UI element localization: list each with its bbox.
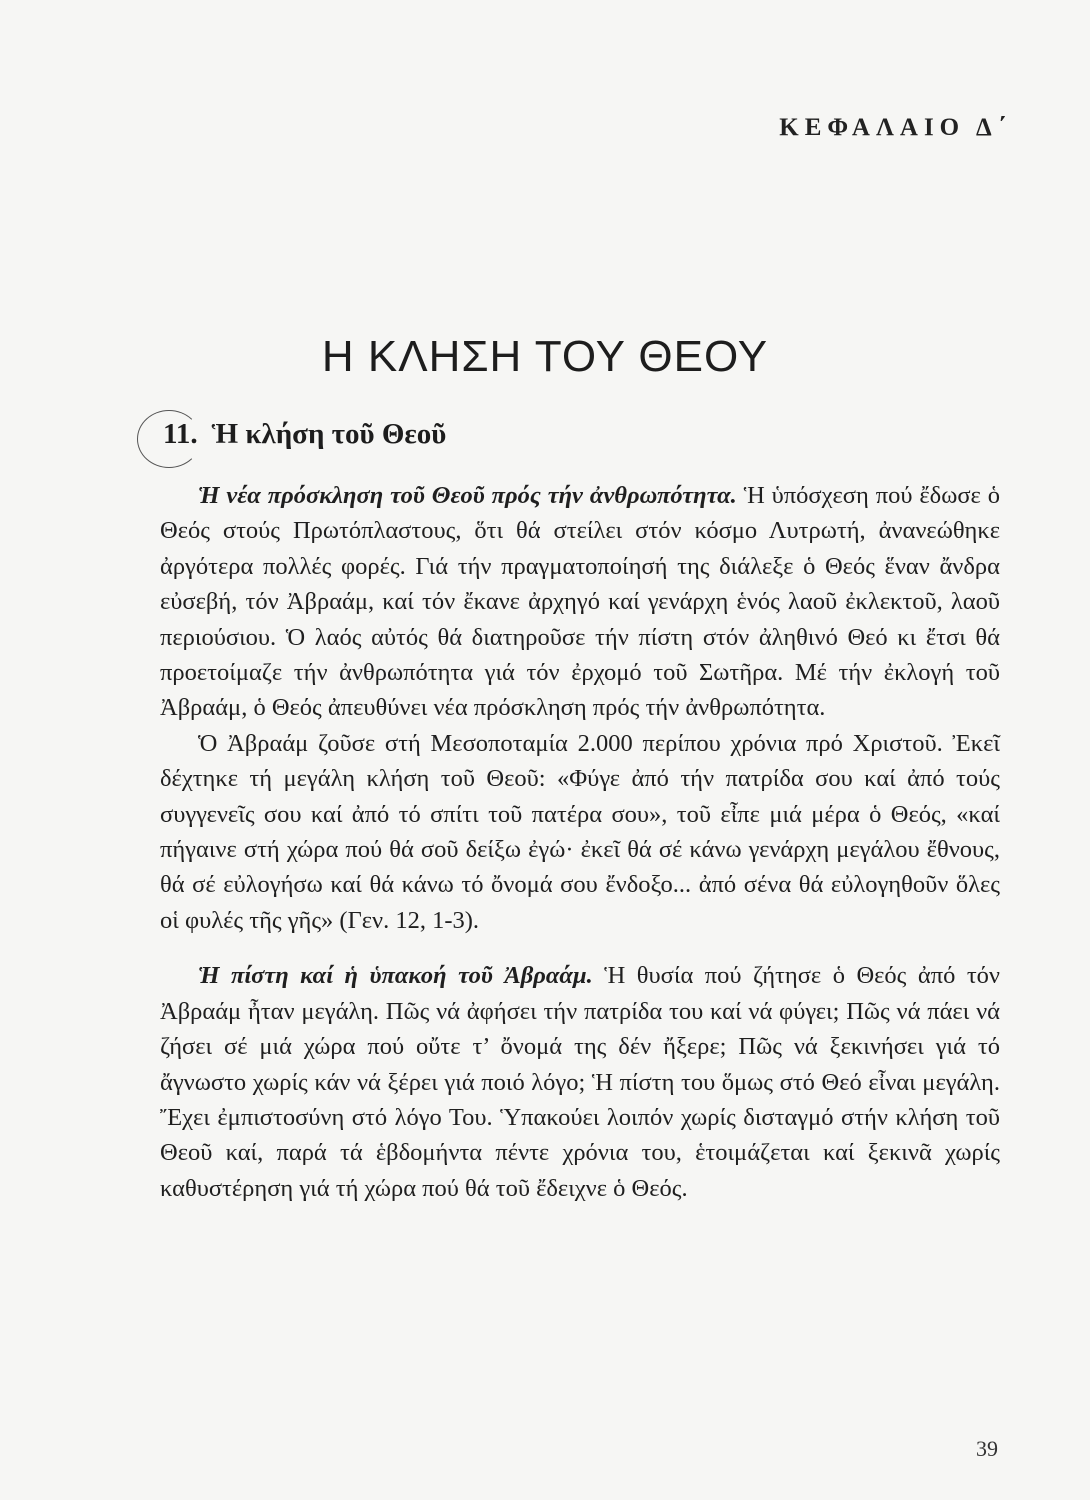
paragraph-3 <box>160 958 1000 1206</box>
handwritten-circle-mark <box>137 410 201 468</box>
section-number: 11. <box>163 418 198 450</box>
paragraph-3-text: Ἡ θυσία πού ζήτησε ὁ Θεός ἀπό τόν Ἀβραάμ ἦταν μεγάλη. Πῶς νά ἀφήσει τήν πατρίδα του καί νά φύγει; Πῶς νά πάει νά ζήσει σέ μιά χώρα πού οὔτε τ’ ὄνομά της δέν ἤξερε; Πῶς νά ξεκινήσει γιά τό ἄγνωστο χωρίς κάν νά ξέρει γιά ποιό λόγο; Ἡ πίστη του ὅμως στό Θεό εἶναι μεγάλη. Ἔχει ἐμπιστοσύνη στό λόγο Του. Ὑπακούει λοιπόν χωρίς δισταγμό στήν κλήση τοῦ Θεοῦ καί, παρά τά ἑβδομήντα πέντε χρόνια του, ἑτοιμάζεται καί ξεκινᾶ χωρίς καθυστέρηση γιά τή χώρα πού θά τοῦ ἔδειχνε ὁ Θεός. <box>160 962 1000 1202</box>
body-text <box>160 478 1000 1206</box>
paragraph-2 <box>160 726 1000 938</box>
paragraph-3-heading: Ἡ πίστη καί ἡ ὑπακοή τοῦ Ἀβραάμ. <box>198 962 593 990</box>
paragraph-1 <box>160 478 1000 726</box>
section-title: Ἡ κλήση τοῦ Θεοῦ <box>211 418 447 450</box>
chapter-label: ΚΕΦΑΛΑΙΟ Δ΄ <box>779 114 1012 141</box>
section-heading <box>163 418 446 451</box>
page-number: 39 <box>976 1436 998 1461</box>
chapter-title: Η ΚΛΗΣΗ ΤΟΥ ΘΕΟΥ <box>321 332 769 381</box>
paragraph-2-text: Ὁ Ἀβραάμ ζοῦσε στή Μεσοποταμία 2.000 περίπου χρόνια πρό Χριστοῦ. Ἐκεῖ δέχτηκε τή μεγάλη κλήση τοῦ Θεοῦ: «Φύγε ἀπό τήν πατρίδα σου καί ἀπό τούς συγγενεῖς σου καί ἀπό τό σπίτι τοῦ πατέρα σου», τοῦ εἶπε μιά μέρα ὁ Θεός, «καί πήγαινε στή χώρα πού θά σοῦ δείξω ἐγώ· ἐκεῖ θά σέ κάνω γενάρχη μεγάλου ἔθνους, θά σέ εὐλογήσω καί θά κάνω τό ὄνομά σου ἔνδοξο... ἀπό σένα θά εὐλογηθοῦν ὅλες οἱ φυλές τῆς γῆς» (Γεν. 12, 1-3). <box>160 729 1000 934</box>
paragraph-1-text: Ἡ ὑπόσχεση πού ἔδωσε ὁ Θεός στούς Πρωτόπλαστους, ὅτι θά στείλει στόν κόσμο Λυτρωτή, ἀνανεώθηκε ἀργότερα πολλές φορές. Γιά τήν πραγματοποίησή της διάλεξε ὁ Θεός ἕναν ἄνδρα εὐσεβή, τόν Ἀβραάμ, καί τόν ἔκανε ἀρχηγό καί γενάρχη ἑνός λαοῦ ἐκλεκτοῦ, λαοῦ περιούσιου. Ὁ λαός αὐτός θά διατηροῦσε τήν πίστη στόν ἀληθινό Θεό κι ἔτσι θά προετοίμαζε τήν ἀνθρωπότητα γιά τόν ἐρχομό τοῦ Σωτῆρα. Μέ τήν ἐκλογή τοῦ Ἀβραάμ, ὁ Θεός ἀπευθύνει νέα πρόσκληση πρός τήν ἀνθρωπότητα. <box>160 482 1000 722</box>
paragraph-1-heading: Ἡ νέα πρόσκληση τοῦ Θεοῦ πρός τήν ἀνθρωπότητα. <box>198 482 737 509</box>
section-number-wrapper <box>163 418 198 451</box>
